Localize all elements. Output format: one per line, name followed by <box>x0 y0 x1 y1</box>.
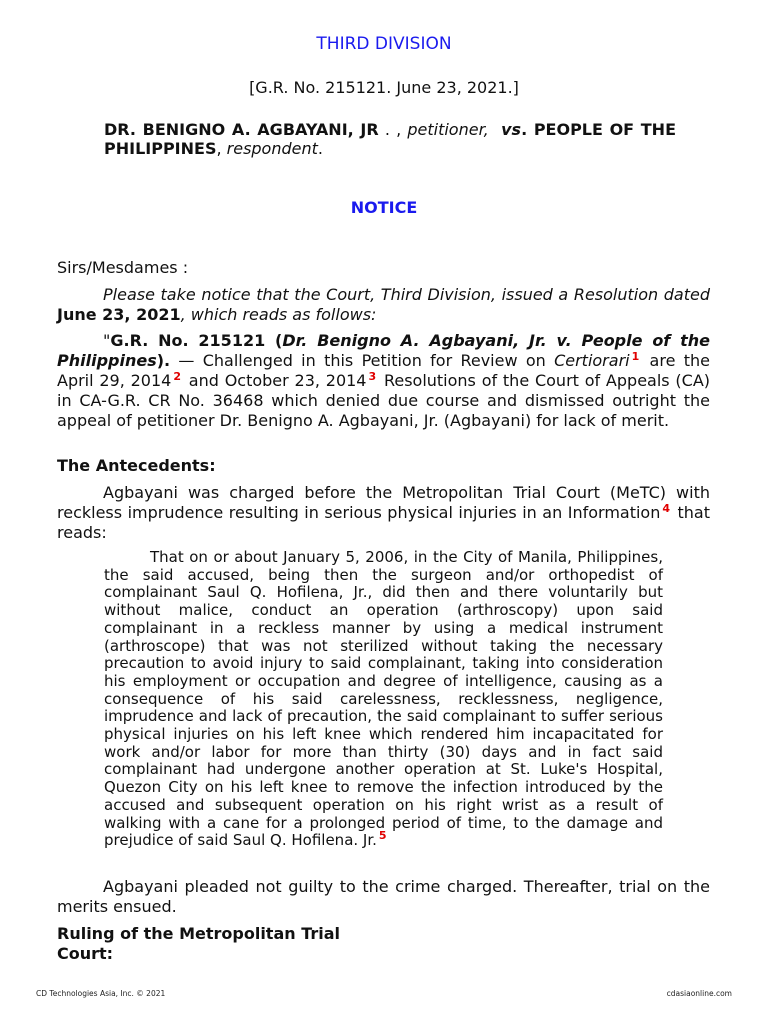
salutation: Sirs/Mesdames : <box>57 258 189 277</box>
gr-number: G.R. No. 215121 ( <box>110 331 283 350</box>
ruling-heading <box>57 924 340 964</box>
information-quote <box>104 549 663 850</box>
intro-end: , which reads as follows: <box>180 305 377 324</box>
resolution-paragraph <box>57 331 710 431</box>
respondent-label: respondent <box>226 139 318 158</box>
resolution-text-c: and October 23, 2014 <box>183 371 367 390</box>
resolution-text-a: — Challenged in this Petition for Review on <box>170 351 555 370</box>
footnote-5[interactable]: 5 <box>378 829 387 843</box>
footer-site[interactable]: cdasiaonline.com <box>666 989 732 998</box>
parties-end: . <box>317 139 323 158</box>
intro-date: June 23, 2021 <box>57 305 181 324</box>
antecedents-text: Agbayani was charged before the Metropolitan Trial Court (MeTC) with reckless imprudence resulting in serious physical injuries in an Information <box>57 483 710 522</box>
respondent-sep: , <box>216 139 227 158</box>
resolution-text-b: are the April 29, 2014 <box>57 351 710 390</box>
quote-text: That on or about January 5, 2006, in the City of Manila, Philippines, the said accused, being then the surgeon and/or orthopedist of complainant Saul Q. Hofilena, Jr., did then and there voluntarily but without malice, conduct an operation (arthroscopy) upon said complainant in a reckless manner by using a medical instrument (arthroscope) that was not sterilized without taking the necessary precaution to avoid injury to said complainant, taking into consideration his employment or occupation and degree of intelligence, causing as a consequence of his said carelessness, recklessness, negligence, imprudence and lack of precaution, the said complainant to suffer serious physical injuries on his left knee which rendered him incapacitated for work and/or labor for more than thirty (30) days and in fact said complainant had undergone another operation at St. Luke's Hospital, Quezon City on his left knee to remove the infection introduced by the accused and subsequent operation on his right wrist as a result of walking with a cane for a prolonged period of time, to the damage and prejudice of said Saul Q. Hofilena. Jr. <box>104 548 663 850</box>
plea-paragraph <box>57 877 710 917</box>
certiorari: Certiorari <box>554 351 630 370</box>
antecedents-text-end: that reads: <box>57 503 711 542</box>
caption-close: ). <box>156 351 171 370</box>
notice-title: NOTICE <box>350 198 418 217</box>
plea-text: Agbayani pleaded not guilty to the crime charged. Thereafter, trial on the merits ensued. <box>57 877 710 916</box>
footnote-2[interactable]: 2 <box>173 369 181 383</box>
division-heading: THIRD DIVISION <box>316 34 452 54</box>
ruling-heading-line1: Ruling of the Metropolitan Trial <box>57 924 341 943</box>
antecedents-heading: The Antecedents: <box>57 456 216 475</box>
petitioner-punct: . , <box>378 120 408 139</box>
petitioner-name: DR. BENIGNO A. AGBAYANI, JR <box>104 120 379 139</box>
footnote-1[interactable]: 1 <box>631 349 640 363</box>
versus: vs <box>501 120 522 139</box>
ruling-heading-line2: Court: <box>57 944 114 963</box>
open-quote: " <box>103 331 111 350</box>
petitioner-label: petitioner, <box>407 120 489 139</box>
resolution-text-d: Resolutions of the Court of Appeals (CA) in CA-G.R. CR No. 36468 which denied due course and dismissed outright the appeal of petitioner Dr. Benigno A. Agbayani, Jr. (Agbayani) for lack of merit. <box>57 371 711 430</box>
respondent-name: . PEOPLE OF THE PHILIPPINES <box>104 120 677 158</box>
case-caption: Dr. Benigno A. Agbayani, Jr. v. People of the Philippines <box>57 331 711 370</box>
footnote-3[interactable]: 3 <box>368 369 377 383</box>
footnote-4[interactable]: 4 <box>662 501 671 515</box>
footer-copyright: CD Technologies Asia, Inc. © 2021 <box>36 989 166 998</box>
notice-intro <box>57 285 710 325</box>
case-number: [G.R. No. 215121. June 23, 2021.] <box>249 78 519 97</box>
antecedents-paragraph <box>57 483 710 543</box>
case-parties <box>104 120 676 158</box>
intro-text: Please take notice that the Court, Third Division, issued a Resolution dated <box>103 285 710 304</box>
